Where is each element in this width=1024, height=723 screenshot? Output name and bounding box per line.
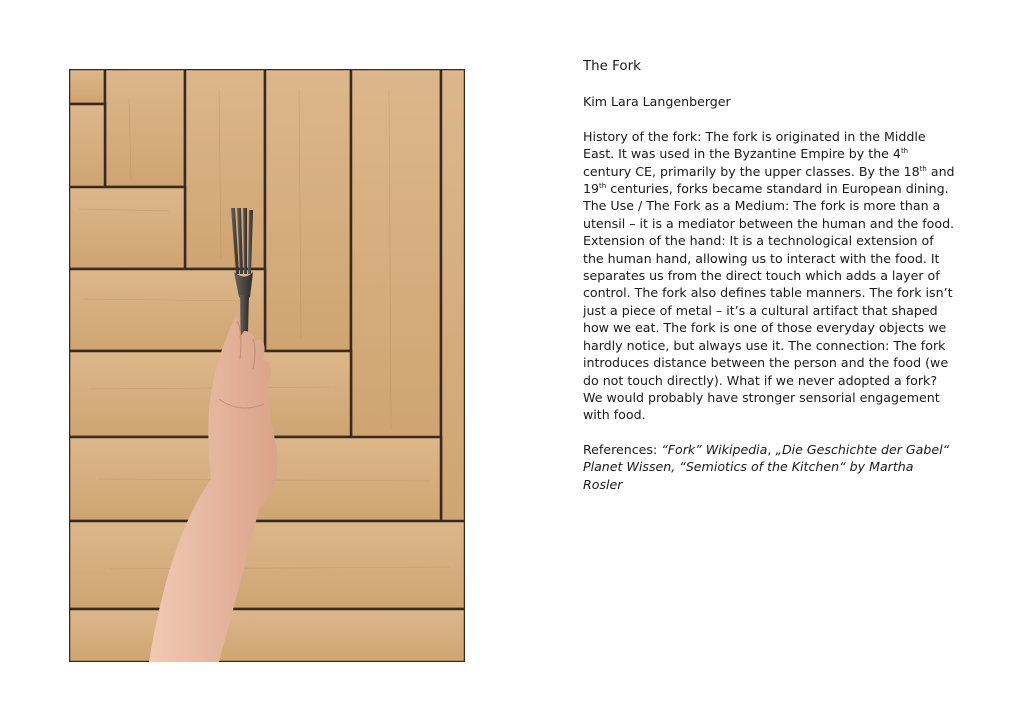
- use-paragraph: The Use / The Fork as a Medium: The fork is more than a utensil – it is a mediator between the human and the food. Extension of the hand: It is a technological extension of the human hand, allowing us to interact with the food. It separates us from the direct touch which adds a layer of control. The fork also defines table manners. The fork isn’t just a piece of metal – it’s a cultural artifact that shaped how we eat. The fork is one of those everyday objects we hardly notice, but always use it. The connection: The fork introduces distance between the person and the food (we do not touch directly). What if we never adopted a fork? We would probably have stronger sensorial engagement with food.: [583, 198, 955, 423]
- author-name: Kim Lara Langenberger: [583, 94, 731, 110]
- history-paragraph: History of the fork: The fork is originated in the Middle East. It was used in the Byzantine Empire by the 4th century CE, primarily by the upper classes. By the 18th and 19th centuries, forks became standard in European dining.: [583, 128, 955, 197]
- essay-body: [583, 128, 955, 424]
- reference-1: “Fork” Wikipedia: [661, 441, 768, 457]
- fork-photo: [69, 69, 465, 662]
- text-column: [583, 58, 955, 493]
- document-title: The Fork: [583, 59, 641, 74]
- references: References: “Fork” Wikipedia, „Die Geschichte der Gabel“ Planet Wissen, “Semiotics of the Kitchen“ by Martha Rosler: [583, 441, 950, 492]
- reference-2: „Die Geschichte der Gabel“ Planet Wissen, “Semiotics of the Kitchen“ by Martha Rosler: [583, 441, 950, 492]
